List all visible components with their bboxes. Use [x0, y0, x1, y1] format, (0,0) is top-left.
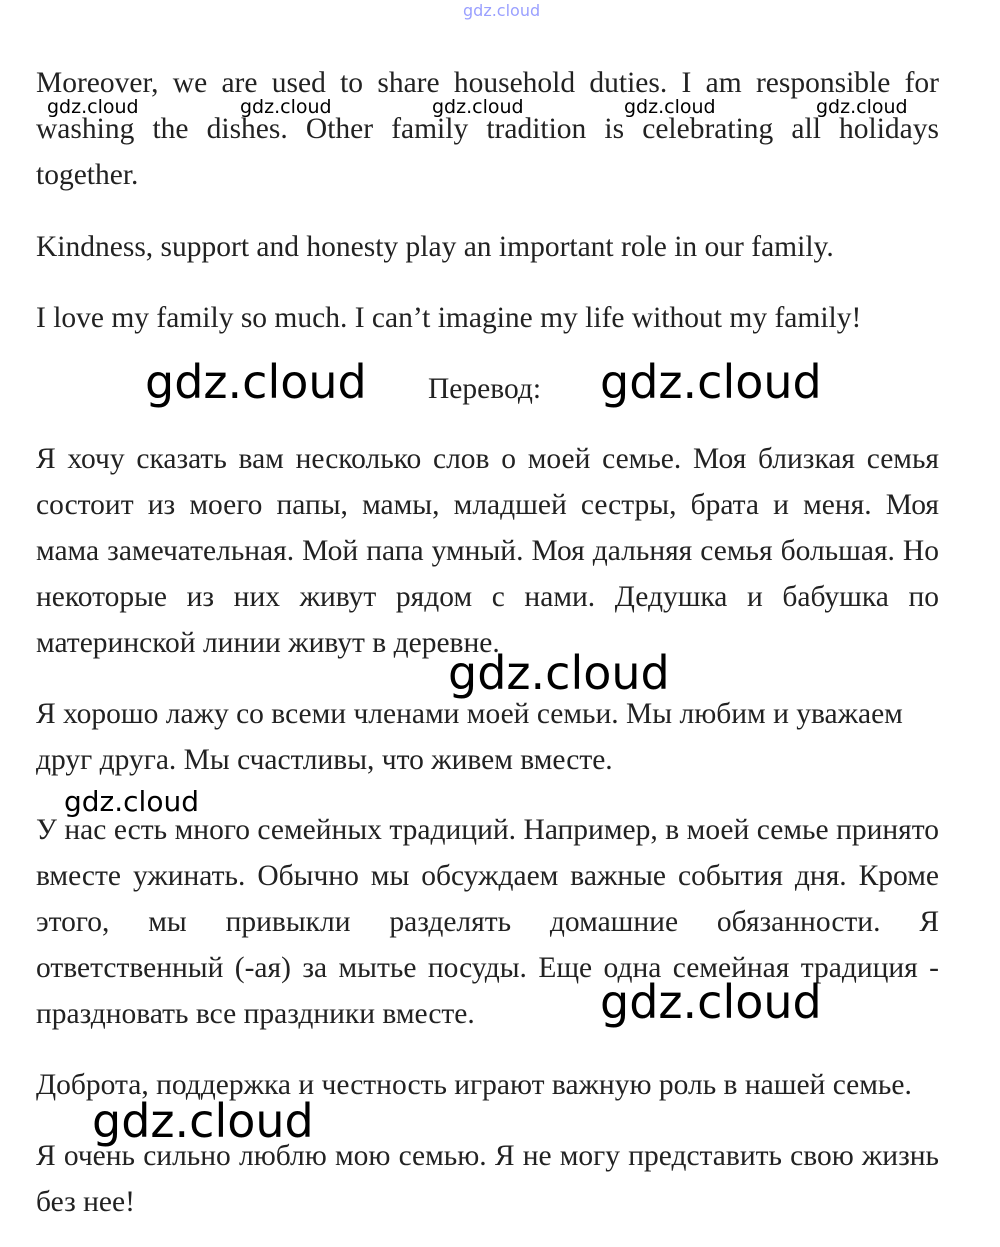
- watermark-top: gdz.cloud: [463, 1, 541, 20]
- watermark-row-3: gdz.cloud: [432, 96, 524, 118]
- translation-heading: Перевод:: [428, 373, 542, 405]
- english-paragraph-values: Kindness, support and honesty play an important role in our family.: [36, 231, 834, 263]
- watermark-lower-right: gdz.cloud: [600, 975, 822, 1029]
- watermark-row-2: gdz.cloud: [240, 96, 332, 118]
- russian-paragraph-relations: Я хорошо лажу со всеми членами моей семьи. Мы любим и уважаем друг друга. Мы счастливы, что живем вместе.: [36, 698, 903, 776]
- watermark-heading-right: gdz.cloud: [600, 355, 822, 409]
- english-paragraph-love: I love my family so much. I can’t imagine my life without my family!: [36, 302, 862, 334]
- watermark-row-1: gdz.cloud: [47, 96, 139, 118]
- russian-paragraph-love: Я очень сильно люблю мою семью. Я не могу представить свою жизнь без нее!: [36, 1140, 939, 1218]
- russian-paragraph-family: Я хочу сказать вам несколько слов о моей семье. Моя близкая семья состоит из моего папы, мамы, младшей сестры, брата и меня. Моя мама замечательная. Мой папа умный. Моя дальняя семья большая. Но некоторые из них живут рядом с нами. Дедушка и бабушка по материнской линии живут в деревне.: [36, 443, 939, 659]
- watermark-traditions: gdz.cloud: [64, 785, 199, 818]
- watermark-middle: gdz.cloud: [448, 646, 670, 700]
- russian-paragraph-values: Доброта, поддержка и честность играют важную роль в нашей семье.: [36, 1069, 912, 1101]
- watermark-row-5: gdz.cloud: [816, 96, 908, 118]
- watermark-bottom-left: gdz.cloud: [92, 1094, 314, 1148]
- russian-paragraph-traditions: У нас есть много семейных традиций. Например, в моей семье принято вместе ужинать. Обычно мы обсуждаем важные события дня. Кроме этого, мы привыкли разделять домашние обязанности. Я ответственный (-ая) за мытье посуды. Еще одна семейная традиция - праздновать все праздники вместе.: [36, 814, 939, 1030]
- watermark-row-4: gdz.cloud: [624, 96, 716, 118]
- english-paragraph-duties: Moreover, we are used to share household duties. I am responsible for washing the dishes. Other family tradition is celebrating all holidays together.: [36, 67, 939, 191]
- watermark-heading-left: gdz.cloud: [145, 355, 367, 409]
